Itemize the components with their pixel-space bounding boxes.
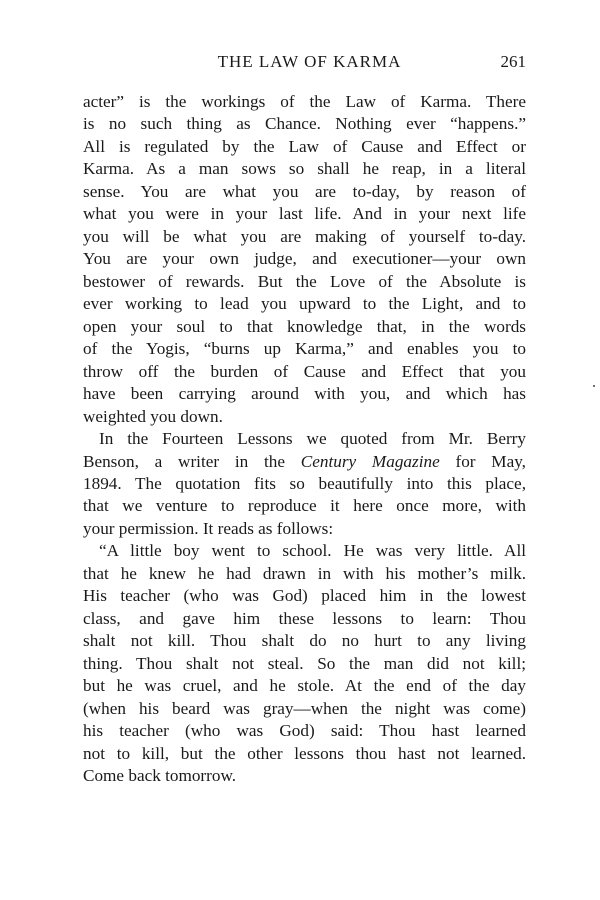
text-line: what you were in your last life. And in your next life xyxy=(83,204,526,224)
text-line: open your soul to that knowledge that, in the words xyxy=(83,316,526,336)
text-line: (when his beard was gray—when the night was come) xyxy=(83,698,526,718)
text-line: thing. Thou shalt not steal. So the man did not kill; xyxy=(83,653,526,673)
text-line: acter” is the workings of the Law of Karma. There xyxy=(83,92,526,111)
page-body-text xyxy=(83,91,526,788)
text-line: All is regulated by the Law of Cause and Effect or xyxy=(83,136,526,156)
text-line: but he was cruel, and he stole. At the end of the day xyxy=(83,676,526,696)
italic-title: Century Magazine xyxy=(300,451,440,471)
text-line: your permission. It reads as follows: xyxy=(83,518,334,538)
text-line: You are your own judge, and executioner—your own xyxy=(83,249,526,269)
text-segment: for May, xyxy=(439,451,526,471)
page-number: 261 xyxy=(500,52,526,71)
running-header xyxy=(83,52,526,76)
text-line: weighted you down. xyxy=(83,406,223,426)
text-line: His teacher (who was God) placed him in the lowest xyxy=(83,586,526,606)
text-line: “A little boy went to school. He was very little. All xyxy=(99,541,526,561)
text-line: ever working to lead you upward to the Light, and to xyxy=(83,294,526,314)
text-line: shalt not kill. Thou shalt do no hurt to any living xyxy=(83,631,526,651)
text-line: 1894. The quotation fits so beautifully into this place, xyxy=(83,473,526,493)
text-line xyxy=(83,451,526,473)
text-line: not to kill, but the other lessons thou hast not learned. xyxy=(83,743,526,763)
text-line: class, and gave him these lessons to learn: Thou xyxy=(83,608,526,628)
text-line: In the Fourteen Lessons we quoted from Mr. Berry xyxy=(99,429,526,449)
text-line: that he knew he had drawn in with his mother’s milk. xyxy=(83,563,526,583)
text-line: his teacher (who was God) said: Thou hast learned xyxy=(83,721,526,741)
text-line: throw off the burden of Cause and Effect that you xyxy=(83,361,526,381)
text-line: Come back tomorrow. xyxy=(83,766,237,786)
text-line: bestower of rewards. But the Love of the Absolute is xyxy=(83,271,526,291)
text-line: of the Yogis, “burns up Karma,” and enables you to xyxy=(83,339,526,359)
text-line: you will be what you are making of yourself to-day. xyxy=(83,226,526,246)
text-line: is no such thing as Chance. Nothing ever “happens.” xyxy=(83,114,526,134)
text-segment: Benson, a writer in the xyxy=(83,451,301,471)
scan-speck xyxy=(593,385,595,387)
text-line: have been carrying around with you, and which has xyxy=(83,384,526,404)
text-line: that we venture to reproduce it here once more, with xyxy=(83,496,526,516)
text-line: Karma. As a man sows so shall he reap, in a literal xyxy=(83,159,526,179)
text-line: sense. You are what you are to-day, by reason of xyxy=(83,181,526,201)
running-title: THE LAW OF KARMA xyxy=(217,52,402,71)
